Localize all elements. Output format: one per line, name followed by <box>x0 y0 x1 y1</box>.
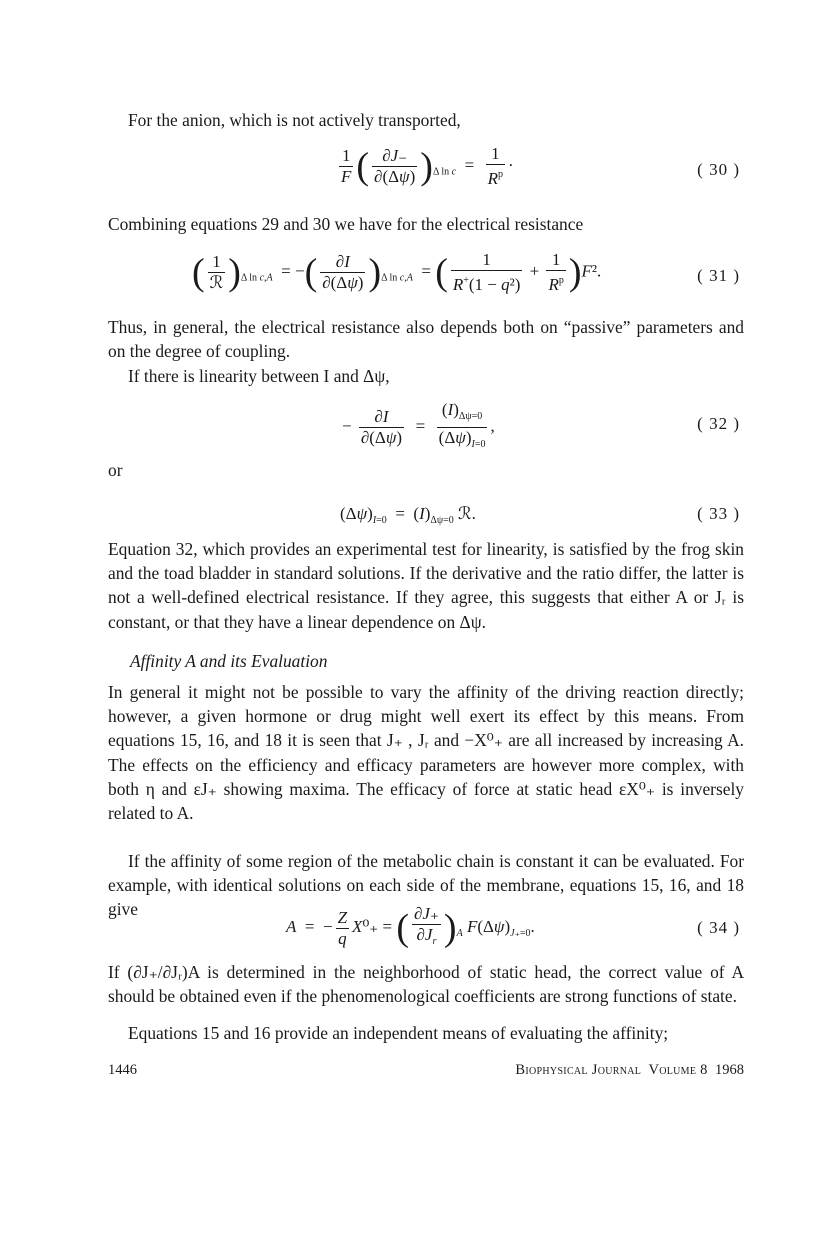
thus-paragraph: Thus, in general, the electrical resistance also depends both on “passive” parameters and on the degree of coupling. <box>108 317 744 362</box>
equation-32 <box>108 396 744 454</box>
equation-31 <box>108 248 744 306</box>
static-head-paragraph: If (∂J₊/∂Jᵣ)A is determined in the neighborhood of static head, the correct value of A should be obtained even if the phenomenological coefficients are strong functions of state. <box>108 962 744 1007</box>
journal-name: Biophysical Journal <box>515 1062 642 1078</box>
equation-32-number: ( 32 ) <box>697 414 740 433</box>
equation-30 <box>108 142 744 198</box>
running-footer <box>515 1062 744 1079</box>
combining-paragraph: Combining equations 29 and 30 we have for the electrical resistance <box>108 214 584 234</box>
or-text: or <box>108 460 123 480</box>
equation-31-body: ( $\frac{1}{\text{ℛ}}$ )$_{\Delta ln c,A}$ = −( $\frac{\partial I}{\partial(\Delta\psi)}$ )$_{\Delta ln c,A}$ = ( $\frac{1}{R^+(1 - q^2)}$ + $\frac{1}{R^p}$ )F². <box>192 250 602 294</box>
equation-34-body: A = − $\frac{Z}{q}$ X⁰₊ = ( $\frac{\partial J_+}{\partial J_r}$ )$_A$ $F(\Delta\psi)_{J_+=0}$. <box>286 904 535 949</box>
equation-33-body: $(\Delta\psi)_{I=0} = (I)_{\Delta\psi=0}$ ℛ. <box>340 504 476 526</box>
section-heading: Affinity A and its Evaluation <box>130 651 328 671</box>
equation-30-body: $\frac{1}{F}$ ( $\frac{\partial J_-}{\partial(\Delta\psi)}$ )$_{\Delta ln c}$ = $\frac{1}{R^p}$ · <box>341 144 514 188</box>
equation-34-number: ( 34 ) <box>697 918 740 937</box>
equation-30-number: ( 30 ) <box>697 160 740 179</box>
equation-32-body: − $\frac{\partial I}{\partial(\Delta\psi)}$ = $\frac{(I)_{\Delta\psi=0}}{(\Delta\psi)_{I=0}}$ , <box>342 400 495 450</box>
page-number: 1446 <box>108 1062 137 1078</box>
intro-paragraph: For the anion, which is not actively transported, <box>128 110 461 130</box>
constant-affinity-paragraph: If the affinity of some region of the metabolic chain is constant it can be evaluated. For example, with identical solutions on each side of the membrane, equations 15, 16, and 18 give <box>108 851 744 920</box>
equation-31-number: ( 31 ) <box>697 266 740 285</box>
equation-33-number: ( 33 ) <box>697 504 740 523</box>
equation-32-paragraph: Equation 32, which provides an experimental test for linearity, is satisfied by the frog skin and the toad bladder in standard solutions. If the derivative and the ratio differ, the latter is not a well-defined electrical resistance. If they agree, this suggests that either A or Jᵣ is constant, or that they have a linear dependence on Δψ. <box>108 539 744 632</box>
journal-volume: Volume 8 <box>648 1062 708 1078</box>
linearity-paragraph: If there is linearity between I and Δψ, <box>128 366 390 386</box>
journal-year: 1968 <box>715 1062 744 1078</box>
equation-34 <box>108 902 744 960</box>
equation-33 <box>108 502 744 532</box>
last-paragraph: Equations 15 and 16 provide an independent means of evaluating the affinity; <box>128 1023 669 1043</box>
affinity-paragraph: In general it might not be possible to vary the affinity of the driving reaction directly; however, a given hormone or drug might well exert its effect by this means. From equations 15, 16, and 18 it is seen that J₊ , Jᵣ and −X⁰₊ are all increased by increasing A. The effects on the efficiency and efficacy parameters are however more complex, with both η and εJ₊ showing maxima. The efficacy of force at static head εX⁰₊ is inversely related to A. <box>108 682 744 824</box>
